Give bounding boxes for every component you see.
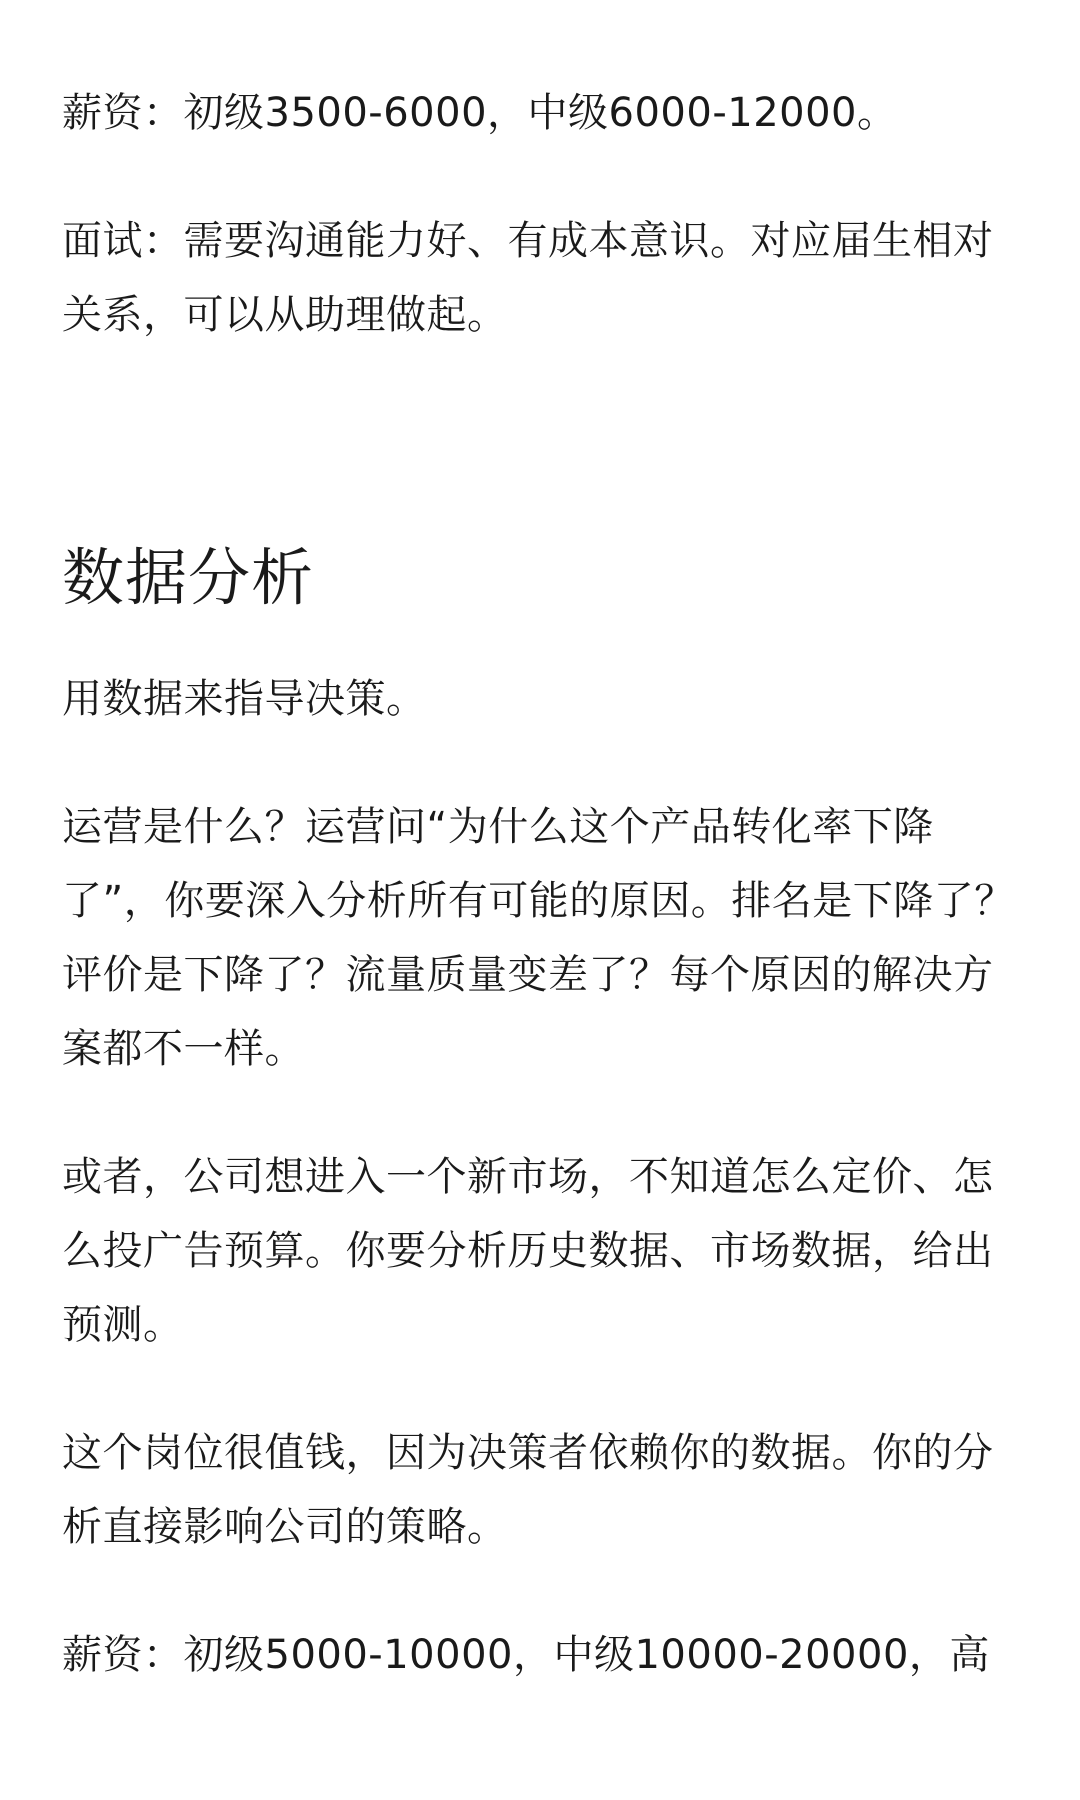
salary-paragraph: 薪资：初级3500-6000，中级6000-12000。 xyxy=(62,90,898,136)
section-paragraph: 运营是什么？运营问“为什么这个产品转化率下降了”，你要深入分析所有可能的原因。排名是下降了？评价是下降了？流量质量变差了？每个原因的解决方案都不一样。 xyxy=(62,804,1015,1072)
section-paragraph: 用数据来指导决策。 xyxy=(62,676,427,722)
section-paragraph: 这个岗位很值钱，因为决策者依赖你的数据。你的分析直接影响公司的策略。 xyxy=(62,1430,994,1550)
section-salary-paragraph: 薪资：初级5000-10000，中级10000-20000，高 xyxy=(62,1632,990,1678)
section-paragraph: 或者，公司想进入一个新市场，不知道怎么定价、怎么投广告预算。你要分析历史数据、市场数据，给出预测。 xyxy=(62,1154,994,1348)
section-heading: 数据分析 xyxy=(62,541,315,614)
interview-paragraph: 面试：需要沟通能力好、有成本意识。对应届生相对关系，可以从助理做起。 xyxy=(62,218,994,338)
